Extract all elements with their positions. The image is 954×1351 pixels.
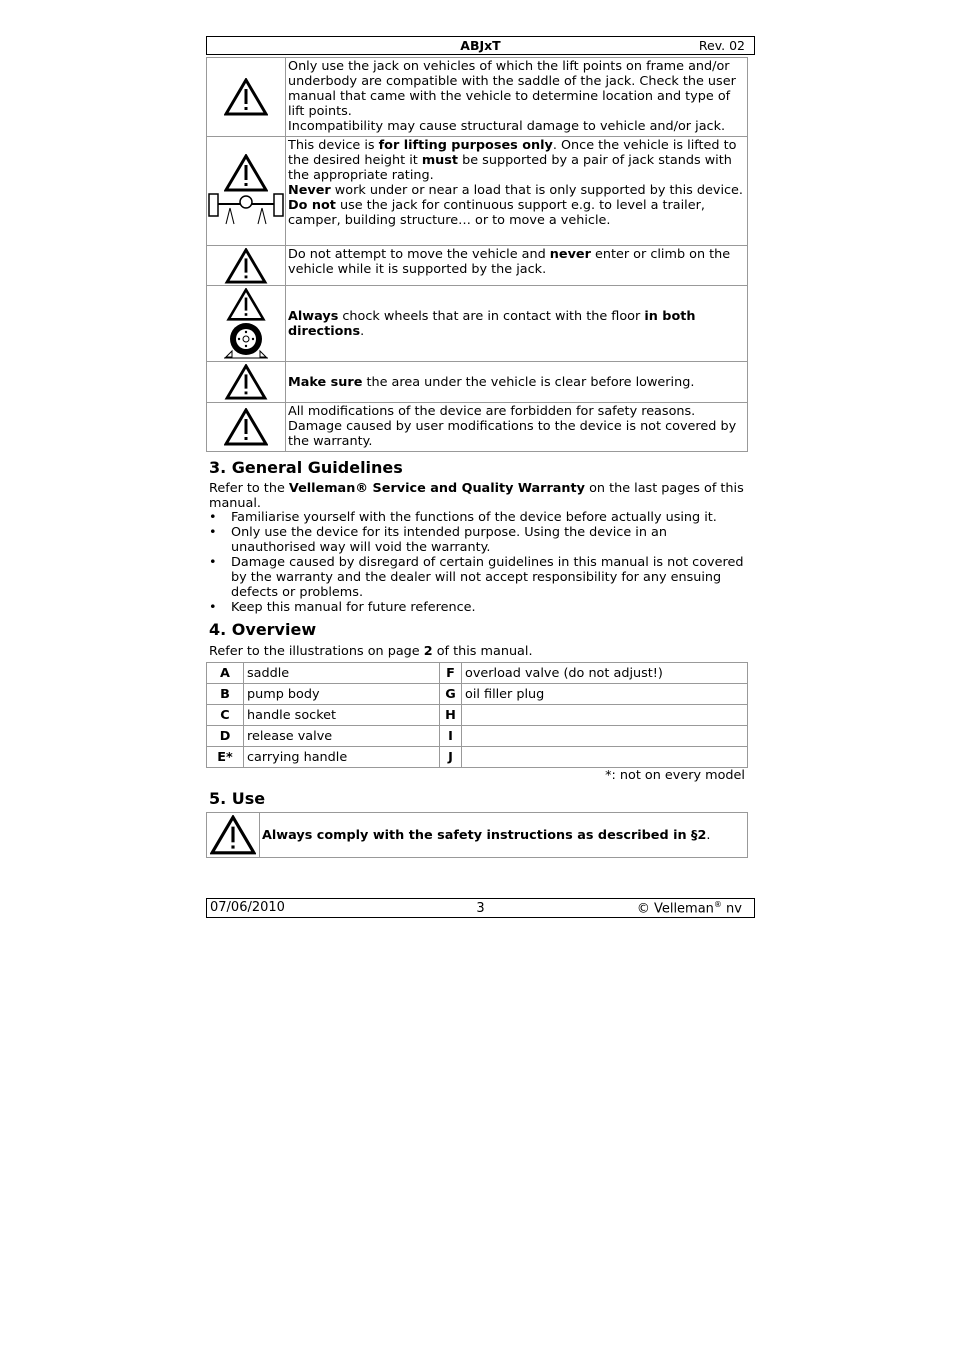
wheel-chock-icon <box>224 321 268 359</box>
warning-icon-cell <box>207 137 286 246</box>
part-name: saddle <box>244 663 440 684</box>
table-row <box>207 747 748 768</box>
warning-text <box>286 403 748 452</box>
table-row <box>207 726 748 747</box>
list-item: • Familiarise yourself with the functions of the device before actually using it. <box>209 510 749 525</box>
use-warning-text <box>260 813 748 858</box>
warning-line <box>288 198 745 228</box>
text-run: © Velleman <box>636 901 714 917</box>
warning-triangle-icon <box>224 248 268 284</box>
warning-triangle-icon <box>224 78 268 116</box>
warning-icon-cell <box>207 246 286 286</box>
part-name: pump body <box>244 684 440 705</box>
warning-triangle-icon <box>224 364 268 400</box>
warning-line <box>288 138 745 183</box>
warning-text <box>286 246 748 286</box>
part-key: A <box>207 663 244 684</box>
part-key: F <box>440 663 462 684</box>
section-intro <box>209 644 749 659</box>
text-run: Do not attempt to move the vehicle and <box>288 247 550 262</box>
text-run: . <box>360 323 365 339</box>
text-run: Refer to the illustrations on page <box>209 644 424 659</box>
page-header <box>206 36 755 55</box>
text-run: chock wheels that are in contact with the floor <box>338 308 645 324</box>
list-item: • Keep this manual for future reference. <box>209 600 749 615</box>
use-warning-table <box>206 812 748 858</box>
text-run: be supported by a pair of jack stands with the appropriate rating. <box>288 153 732 183</box>
text-run: Refer to the <box>209 481 289 496</box>
warning-triangle-icon <box>224 408 268 446</box>
text-run: work under or near a load that is only supported by this device. <box>330 183 743 198</box>
text-run: the area under the vehicle is clear before lowering. <box>362 374 695 390</box>
page-footer <box>206 898 755 918</box>
list-item: • Only use the device for its intended purpose. Using the device in an unauthorised way will void the warranty. <box>209 525 749 555</box>
revision-label: Rev. 02 <box>698 38 745 53</box>
warning-icon-cell <box>207 286 286 362</box>
section-heading-use: 5. Use <box>209 789 266 808</box>
warning-triangle-icon <box>210 815 256 855</box>
text-run: . <box>706 827 711 843</box>
warning-text <box>286 137 748 246</box>
part-name: oil filler plug <box>462 684 748 705</box>
part-name <box>462 747 748 768</box>
part-name <box>462 705 748 726</box>
part-name: carrying handle <box>244 747 440 768</box>
footer-date: 07/06/2010 <box>210 900 285 915</box>
section-heading-general-guidelines: 3. General Guidelines <box>209 458 403 477</box>
page-number: 3 <box>476 901 485 916</box>
section-intro <box>209 481 749 511</box>
warning-line: Incompatibility may cause structural damage to vehicle and/or jack. <box>288 119 726 134</box>
table-row <box>207 684 748 705</box>
emphasis: in both directions <box>288 308 696 339</box>
part-key: H <box>440 705 462 726</box>
emphasis: Make sure <box>288 374 363 390</box>
part-key: J <box>440 747 462 768</box>
emphasis: for lifting purposes only <box>378 138 553 153</box>
text-run: of this manual. <box>432 644 533 659</box>
parts-overview-table <box>206 662 748 768</box>
footer-copyright <box>637 900 742 916</box>
list-item: • Damage caused by disregard of certain guidelines in this manual is not covered by the warranty and the dealer will not accept responsibility for any ensuing defects or problems. <box>209 555 749 600</box>
guidelines-list <box>209 510 749 615</box>
part-name: handle socket <box>244 705 440 726</box>
warning-line <box>288 183 745 198</box>
emphasis: 2 <box>423 644 433 659</box>
warning-line: All modifications of the device are forbidden for safety reasons. <box>288 404 696 419</box>
warning-icon-cell <box>207 403 286 452</box>
warning-text <box>286 58 748 137</box>
model-footnote: *: not on every model <box>605 768 745 783</box>
text-run: This device is <box>288 138 379 153</box>
part-key: G <box>440 684 462 705</box>
text-run: enter or climb on the vehicle while it is supported by the jack. <box>288 247 731 277</box>
text-run: nv <box>721 901 742 917</box>
part-key: I <box>440 726 462 747</box>
emphasis: Velleman® Service and Quality Warranty <box>288 481 586 496</box>
text-run: . Once the vehicle is lifted to the desired height it <box>288 138 737 168</box>
emphasis: Always <box>288 308 339 324</box>
warning-icon-cell <box>207 58 286 137</box>
registered-mark: ® <box>713 900 722 909</box>
part-key: B <box>207 684 244 705</box>
warning-icon-cell <box>207 813 260 858</box>
warning-triangle-icon <box>224 154 268 192</box>
part-name <box>462 726 748 747</box>
document-title: ABJxT <box>460 38 501 53</box>
part-key: D <box>207 726 244 747</box>
emphasis: never <box>549 247 591 262</box>
emphasis: Never <box>288 183 331 198</box>
text-run: use the jack for continuous support e.g. to level a trailer, camper, building structure… or to move a vehicle. <box>288 198 705 228</box>
part-key: E* <box>207 747 244 768</box>
warning-icon-cell <box>207 362 286 403</box>
table-row <box>207 705 748 726</box>
part-name: overload valve (do not adjust!) <box>462 663 748 684</box>
part-key: C <box>207 705 244 726</box>
section-heading-overview: 4. Overview <box>209 620 317 639</box>
warning-line: Damage caused by user modifications to the device is not covered by the warranty. <box>288 419 737 449</box>
warning-text <box>286 286 748 362</box>
table-row <box>207 663 748 684</box>
text-run: on the last pages of this manual. <box>209 481 744 511</box>
emphasis: must <box>421 153 459 168</box>
part-name: release valve <box>244 726 440 747</box>
emphasis: Do not <box>288 198 336 213</box>
warning-triangle-icon <box>226 288 266 321</box>
safety-warnings-table <box>206 57 748 452</box>
jack-stands-axle-icon <box>208 192 284 228</box>
warning-line: Only use the jack on vehicles of which the lift points on frame and/or underbody are compatible with the saddle of the jack. Check the user manual that came with the vehicle to determine location and type of lift points. <box>288 59 736 119</box>
warning-text <box>286 362 748 403</box>
text-run: Always comply with the safety instructions as described in §2 <box>262 827 707 843</box>
